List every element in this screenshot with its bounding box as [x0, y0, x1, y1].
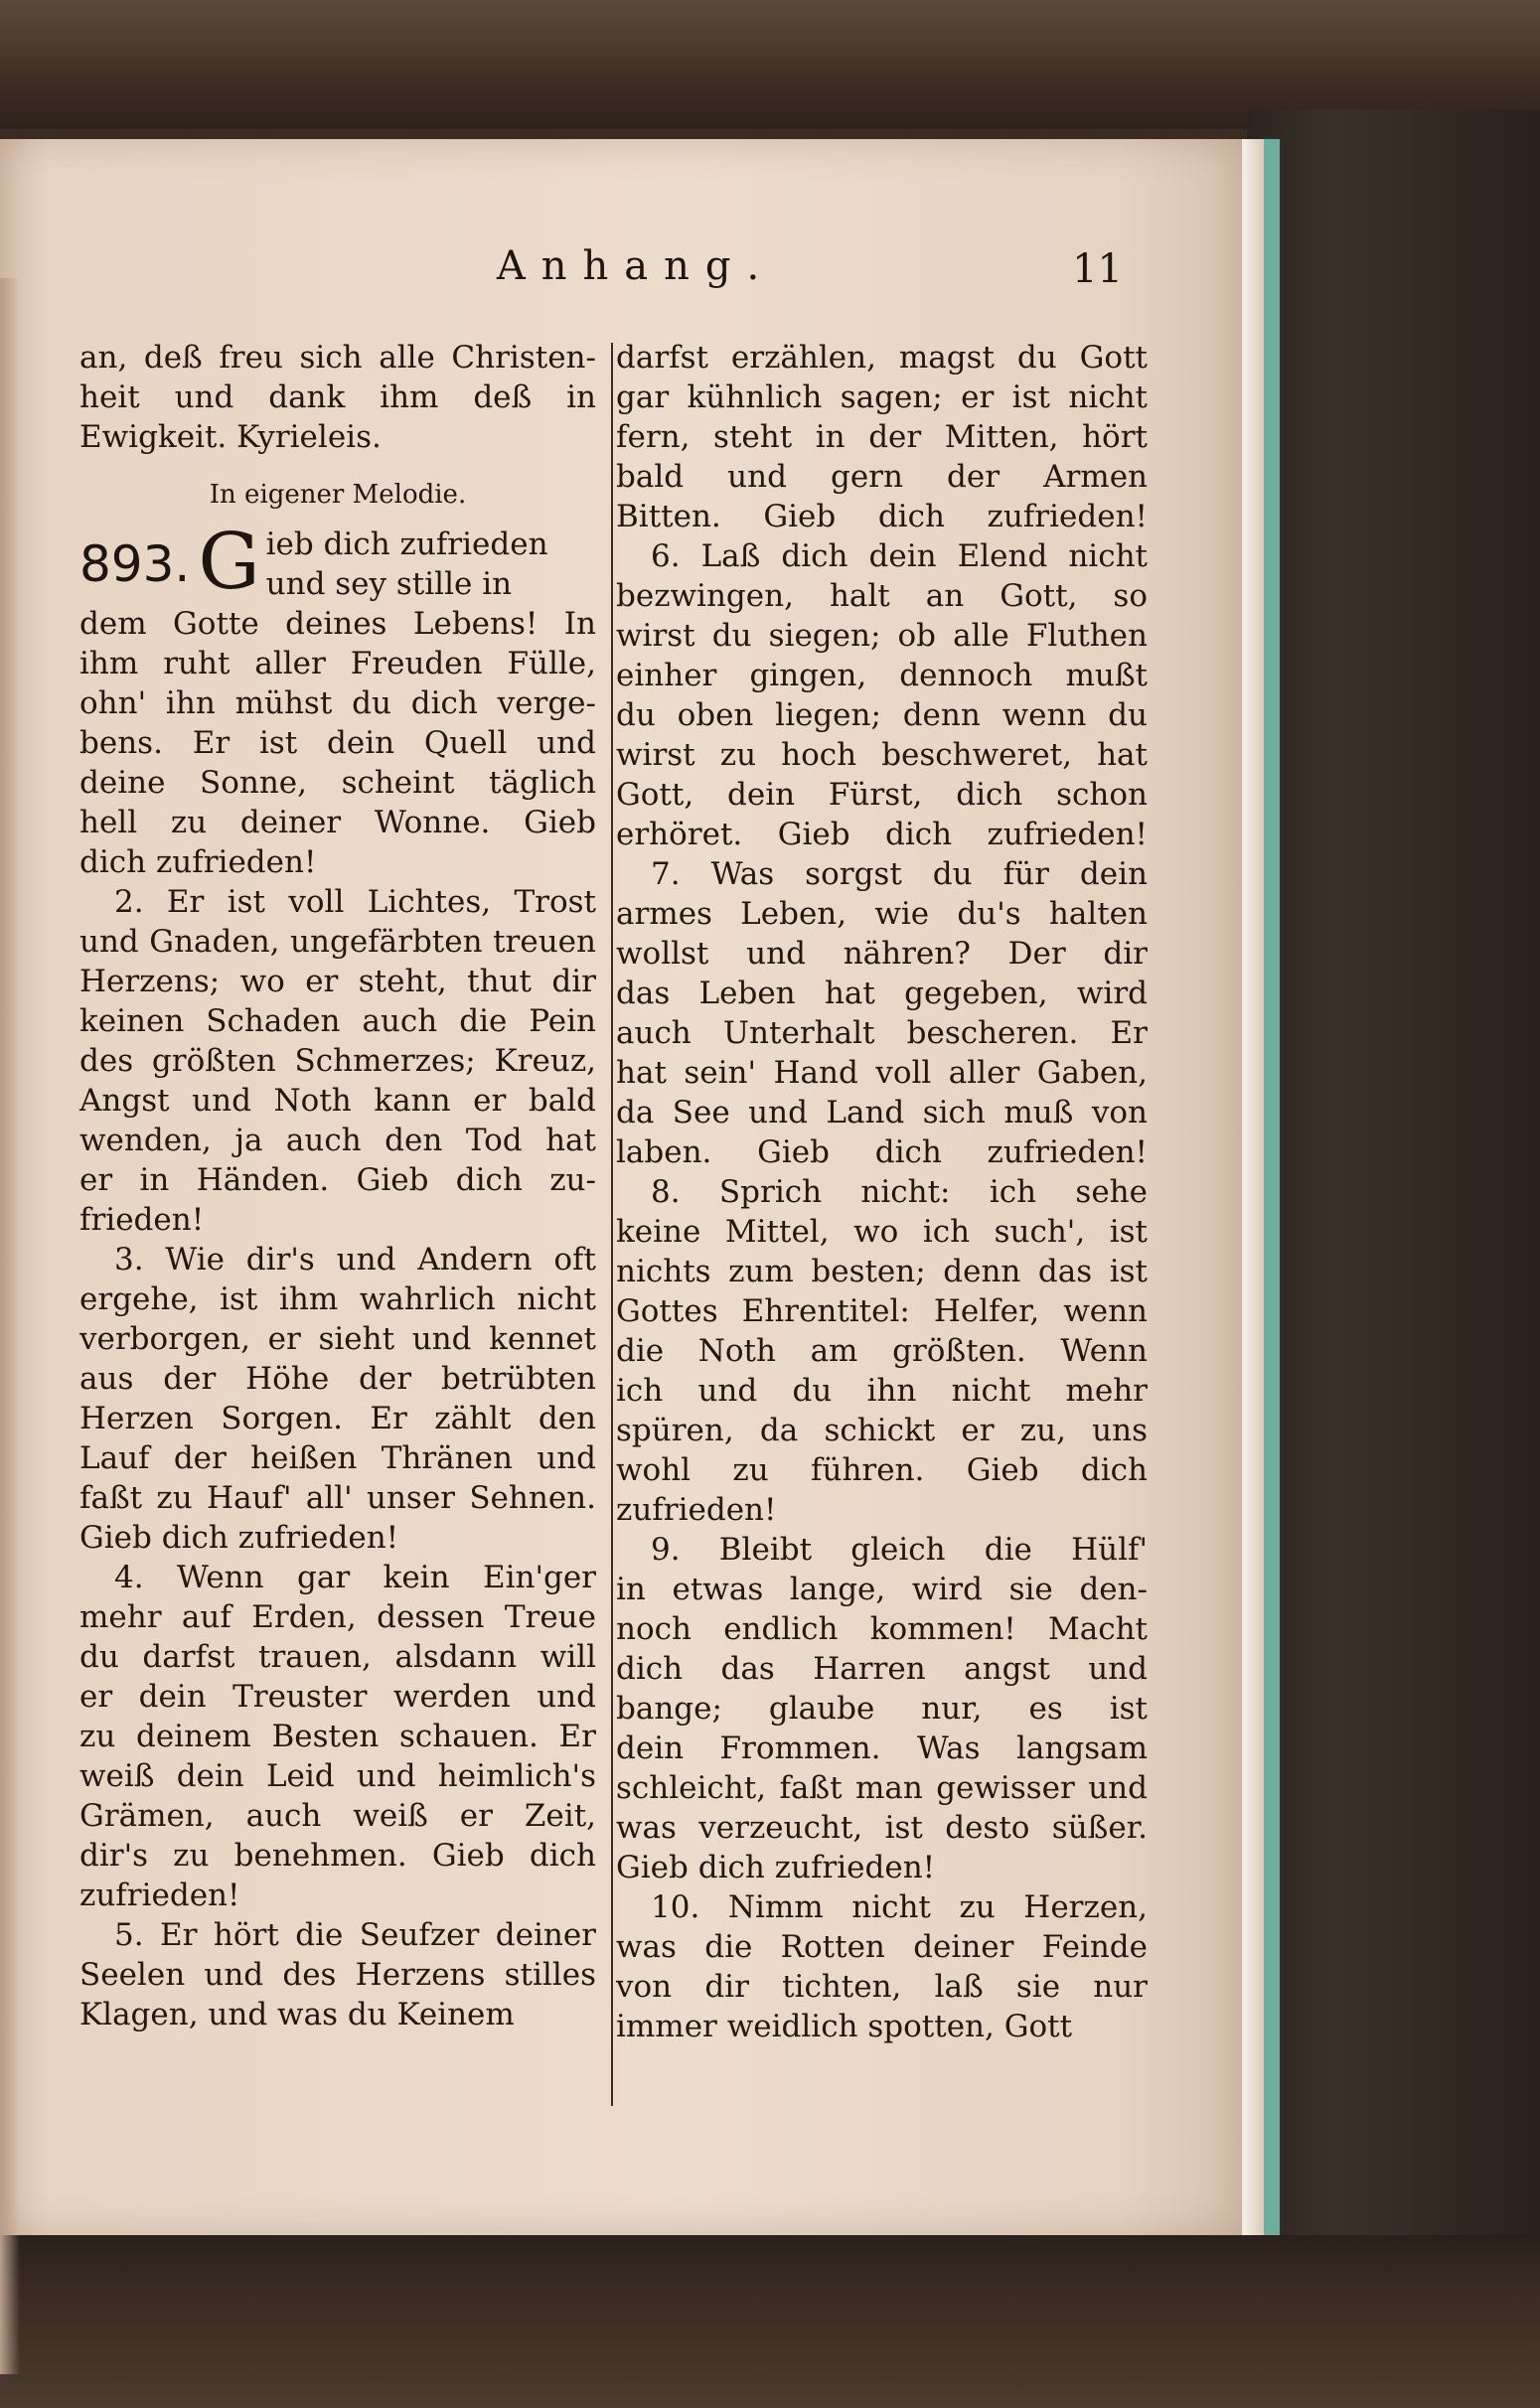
right-column	[616, 338, 1148, 2046]
text-line: wohl zu führen. Gieb dich	[616, 1452, 1148, 1488]
text-line: noch endlich kommen! Macht	[616, 1611, 1148, 1647]
text-line: aus der Höhe der betrübten	[79, 1361, 596, 1397]
page-number: 11	[1072, 246, 1123, 292]
text-line: Grämen, auch weiß er Zeit,	[79, 1798, 596, 1834]
text-line: gar kühnlich sagen; er ist nicht	[616, 379, 1148, 415]
text-line: Gieb dich zufrieden!	[79, 1520, 399, 1556]
text-line: das Leben hat gegeben, wird	[616, 976, 1148, 1011]
text-line: erhöret. Gieb dich zufrieden!	[616, 817, 1148, 852]
text-line: nichts zum besten; denn das ist	[616, 1254, 1148, 1289]
text-line: spüren, da schickt er zu, uns	[616, 1413, 1148, 1448]
text-line: du oben liegen; denn wenn du	[616, 697, 1148, 733]
text-line: von dir tichten, laß sie nur	[616, 1969, 1148, 2005]
text-line: die Noth am größten. Wenn	[616, 1333, 1148, 1369]
text-line: Gieb dich zufrieden!	[616, 1850, 936, 1885]
text-line: verborgen, er sieht und kennet	[79, 1321, 596, 1357]
text-line: bezwingen, halt an Gott, so	[616, 578, 1148, 614]
text-line: was verzeucht, ist desto süßer.	[616, 1810, 1148, 1846]
text-line: dich zufrieden!	[79, 844, 317, 880]
text-line: 8. Sprich nicht: ich sehe	[651, 1174, 1148, 1210]
text-line: Klagen, und was du Keinem	[79, 1997, 515, 2032]
text-line: keinen Schaden auch die Pein	[79, 1003, 596, 1039]
drop-initial: G	[198, 518, 260, 607]
text-line: und sey stille in	[265, 566, 513, 602]
text-line: Gottes Ehrentitel: Helfer, wenn	[616, 1293, 1148, 1329]
text-line: 5. Er hört die Seufzer deiner	[114, 1917, 596, 1953]
text-line: bange; glaube nur, es ist	[616, 1691, 1148, 1727]
text-line: wenden, ja auch den Tod hat	[79, 1123, 596, 1158]
text-line: zu deinem Besten schauen. Er	[79, 1719, 596, 1754]
text-line: Ewigkeit. Kyrieleis.	[79, 419, 382, 455]
text-line: dir's zu benehmen. Gieb dich	[79, 1838, 596, 1874]
text-line: faßt zu Hauf' all' unser Sehnen.	[79, 1480, 596, 1516]
text-line: heit und dank ihm deß in	[79, 379, 596, 415]
text-line: da See und Land sich muß von	[616, 1095, 1148, 1130]
text-line: mehr auf Erden, dessen Treue	[79, 1599, 596, 1635]
text-line: Angst und Noth kann er bald	[79, 1083, 596, 1119]
text-line: weiß dein Leid und heimlich's	[79, 1758, 596, 1794]
text-line: deine Sonne, scheint täglich	[79, 765, 596, 801]
book-cover-right	[1247, 109, 1540, 2235]
page-gutter	[0, 278, 20, 2374]
text-line: armes Leben, wie du's halten	[616, 896, 1148, 932]
text-line: in etwas lange, wird sie den-	[616, 1572, 1148, 1607]
hymn-start	[79, 518, 596, 607]
text-line: laben. Gieb dich zufrieden!	[616, 1134, 1148, 1170]
text-line: 2. Er ist voll Lichtes, Trost	[114, 884, 596, 920]
text-line: und Gnaden, ungefärbten treuen	[79, 924, 596, 960]
text-line: 7. Was sorgst du für dein	[651, 856, 1148, 892]
text-line: 10. Nimm nicht zu Herzen,	[651, 1889, 1148, 1925]
text-line: ohn' ihn mühst du dich verge-	[79, 685, 596, 721]
text-line: Seelen und des Herzens stilles	[79, 1957, 596, 1993]
text-line: ieb dich zufrieden	[265, 527, 548, 562]
text-line: 9. Bleibt gleich die Hülf'	[651, 1532, 1148, 1568]
text-line: Lauf der heißen Thränen und	[79, 1440, 596, 1476]
text-line: wirst du siegen; ob alle Fluthen	[616, 618, 1148, 654]
text-line: was die Rotten deiner Feinde	[616, 1929, 1148, 1965]
text-line: ich und du ihn nicht mehr	[616, 1373, 1148, 1409]
left-text-lines	[79, 604, 596, 2034]
text-line: ihm ruht aller Freuden Fülle,	[79, 646, 596, 681]
text-line: Herzens; wo er steht, thut dir	[79, 964, 596, 999]
melody-note: In eigener Melodie.	[209, 480, 467, 510]
text-line: du darfst trauen, alsdann will	[79, 1639, 596, 1675]
text-line: dein Frommen. Was langsam	[616, 1731, 1148, 1766]
text-line: keine Mittel, wo ich such', ist	[616, 1214, 1148, 1250]
text-line: er in Händen. Gieb dich zu-	[79, 1162, 596, 1198]
right-text-lines	[616, 338, 1148, 2046]
book-cover-bottom	[0, 2235, 1540, 2408]
column-divider	[611, 343, 613, 2106]
text-line: 3. Wie dir's und Andern oft	[114, 1242, 596, 1278]
text-line: frieden!	[79, 1202, 205, 1238]
text-line: Herzen Sorgen. Er zählt den	[79, 1401, 596, 1436]
left-column	[79, 338, 596, 2034]
text-line: hell zu deiner Wonne. Gieb	[79, 805, 596, 840]
text-line: 6. Laß dich dein Elend nicht	[651, 538, 1148, 574]
text-line: einher gingen, dennoch mußt	[616, 658, 1148, 693]
text-line: auch Unterhalt bescheren. Er	[616, 1015, 1148, 1051]
text-line: dem Gotte deines Lebens! In	[79, 606, 596, 642]
text-line: Gott, dein Fürst, dich schon	[616, 777, 1148, 813]
text-line: an, deß freu sich alle Christen-	[79, 340, 596, 376]
text-line: er dein Treuster werden und	[79, 1679, 596, 1715]
text-line: ergehe, ist ihm wahrlich nicht	[79, 1281, 596, 1317]
text-line: zufrieden!	[616, 1492, 777, 1528]
text-line: bens. Er ist dein Quell und	[79, 725, 596, 761]
left-intro-lines	[79, 338, 596, 457]
text-line: bald und gern der Armen	[616, 459, 1148, 495]
text-line: wollst und nähren? Der dir	[616, 936, 1148, 972]
text-line: des größten Schmerzes; Kreuz,	[79, 1043, 596, 1079]
cover-edge-green	[1262, 139, 1280, 2235]
text-line: Bitten. Gieb dich zufrieden!	[616, 499, 1148, 534]
text-line: darfst erzählen, magst du Gott	[616, 340, 1148, 376]
text-line: immer weidlich spotten, Gott	[616, 2009, 1073, 2044]
running-head: Anhang.	[496, 243, 776, 289]
text-line: hat sein' Hand voll aller Gaben,	[616, 1055, 1148, 1091]
text-line: wirst zu hoch beschweret, hat	[616, 737, 1148, 773]
hymn-first-lines	[266, 525, 596, 604]
text-line: zufrieden!	[79, 1878, 240, 1913]
text-line: dich das Harren angst und	[616, 1651, 1148, 1687]
hymn-number: 893.	[79, 535, 191, 593]
text-line: schleicht, faßt man gewisser und	[616, 1770, 1148, 1806]
text-line: fern, steht in der Mitten, hört	[616, 419, 1148, 455]
text-line: 4. Wenn gar kein Ein'ger	[114, 1560, 596, 1595]
